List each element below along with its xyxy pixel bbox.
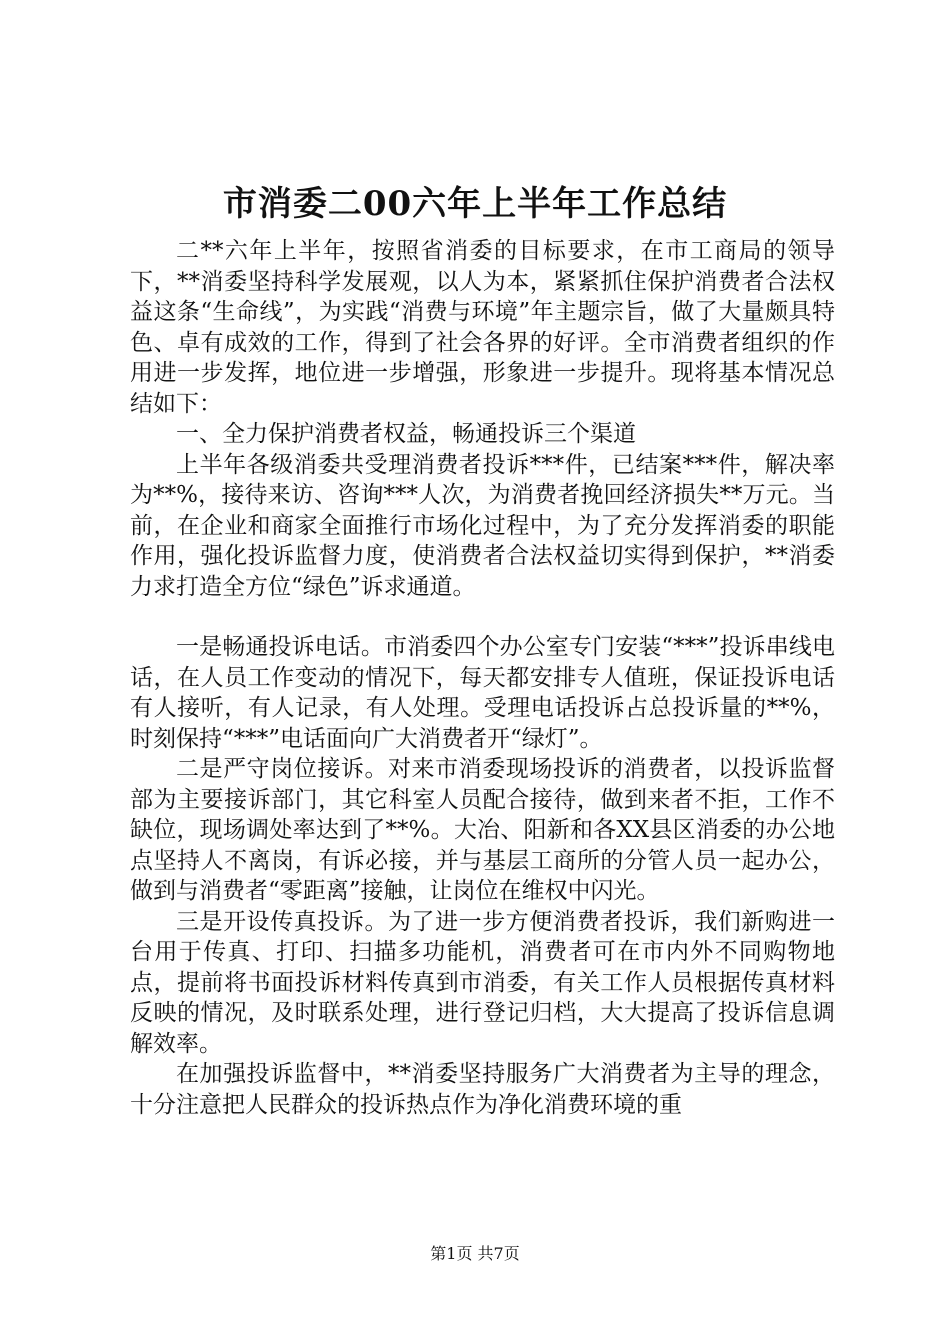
document-body [130, 236, 835, 1120]
document-title: 市消委二00六年上半年工作总结 [222, 184, 728, 224]
paragraph-intro: 二**六年上半年，按照省消委的目标要求，在市工商局的领导下，**消委坚持科学发展观，以人为本，紧紧抓住保护消费者合法权益这条“生命线”，为实践“消费与环境”年主题宗旨，做了大量颇具特色、卓有成效的工作，得到了社会各界的好评。全市消费者组织的作用进一步发挥，地位进一步增强，形象进一步提升。现将基本情况总结如下： [130, 238, 835, 417]
paragraph-phone-complaints: 一是畅通投诉电话。市消委四个办公室专门安装“***”投诉串线电话，在人员工作变动的情况下，每天都安排专人值班，保证投诉电话有人接听，有人记录，有人处理。受理电话投诉占总投诉量的**%，时刻保持“***”电话面向广大消费者开“绿灯”。 [130, 634, 835, 752]
paragraph-fax-complaints: 三是开设传真投诉。为了进一步方便消费者投诉，我们新购进一台用于传真、打印、扫描多功能机，消费者可在市内外不同购物地点，提前将书面投诉材料传真到市消委，有关工作人员根据传真材料反映的情况，及时联系处理，进行登记归档，大大提高了投诉信息调解效率。 [130, 908, 835, 1057]
page-footer: 第1页 共7页 [430, 1244, 520, 1263]
paragraph-supervision: 在加强投诉监督中，**消委坚持服务广大消费者为主导的理念，十分注意把人民群众的投诉热点作为净化消费环境的重 [130, 1061, 835, 1118]
paragraph-onsite-complaints: 二是严守岗位接诉。对来市消委现场投诉的消费者，以投诉监督部为主要接诉部门，其它科室人员配合接待，做到来者不拒，工作不缺位，现场调处率达到了**%。大冶、阳新和各XX县区消委的办公地点坚持人不离岗，有诉必接，并与基层工商所的分管人员一起办公，做到与消费者“零距离”接触，让岗位在维权中闪光。 [130, 756, 835, 904]
section-heading-1: 一、全力保护消费者权益，畅通投诉三个渠道 [176, 421, 636, 447]
paragraph-complaints-summary: 上半年各级消委共受理消费者投诉***件，已结案***件，解决率为**%，接待来访、咨询***人次，为消费者挽回经济损失**万元。当前，在企业和商家全面推行市场化过程中，为了充分发挥消委的职能作用，强化投诉监督力度，使消费者合法权益切实得到保护，**消委力求打造全方位“绿色”诉求通道。 [130, 451, 836, 600]
